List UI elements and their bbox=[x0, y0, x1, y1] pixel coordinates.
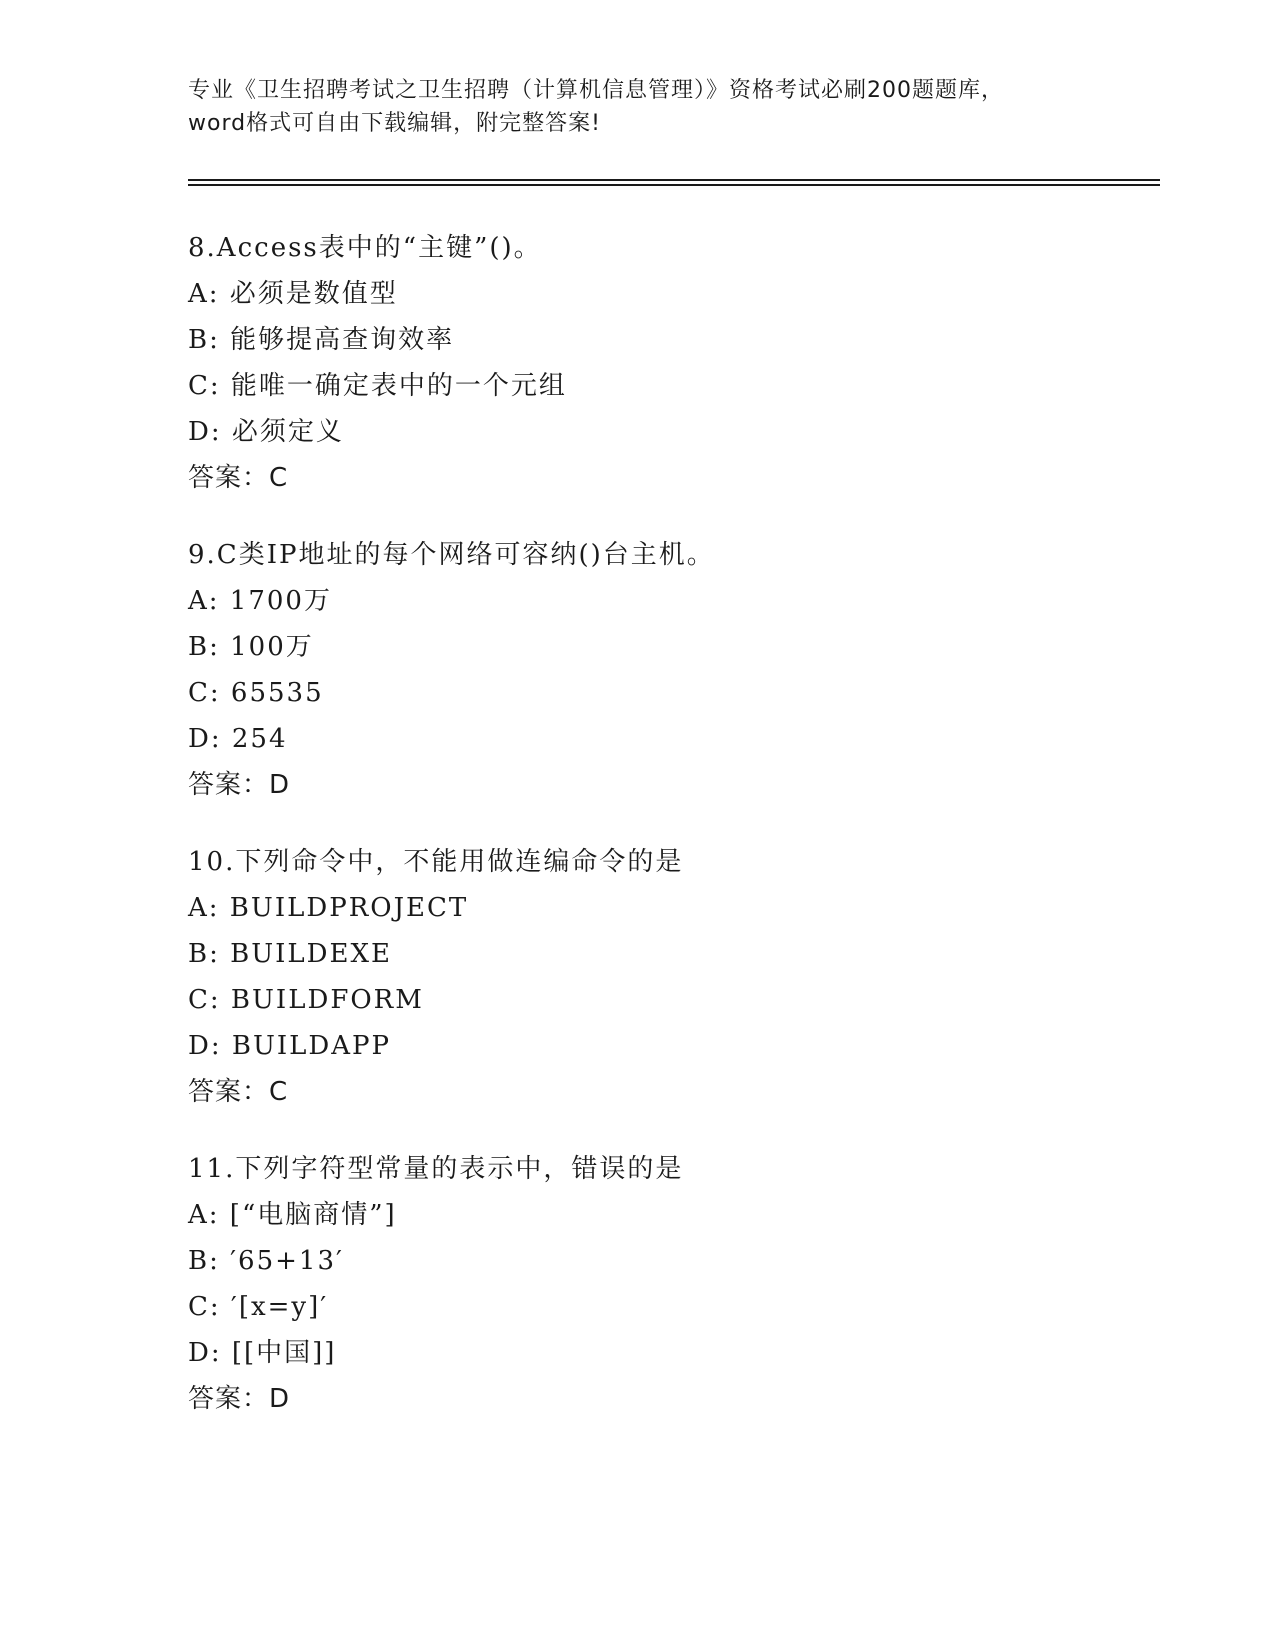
header-line-1: 专业《卫生招聘考试之卫生招聘（计算机信息管理）》资格考试必刷200题题库， bbox=[188, 78, 1004, 103]
option-b: B: 100万 bbox=[188, 632, 314, 662]
option-b: B: ′65+13′ bbox=[188, 1246, 344, 1276]
question-stem: 11.下列字符型常量的表示中，错误的是 bbox=[188, 1154, 684, 1184]
option-a: A: BUILDPROJECT bbox=[188, 893, 469, 923]
option-d: D: [[中国]] bbox=[188, 1338, 337, 1368]
answer-line: 答案：C bbox=[188, 1077, 289, 1107]
option-a: A: [“电脑商情”] bbox=[188, 1200, 397, 1230]
question-stem: 8.Access表中的“主键”()。 bbox=[188, 233, 542, 263]
option-c: C: ′[x=y]′ bbox=[188, 1292, 329, 1322]
option-d: D: 254 bbox=[188, 724, 288, 754]
question-stem: 10.下列命令中，不能用做连编命令的是 bbox=[188, 847, 684, 877]
option-d: D: BUILDAPP bbox=[188, 1031, 392, 1061]
question-11 bbox=[188, 1154, 1168, 1414]
option-d: D: 必须定义 bbox=[188, 417, 344, 447]
question-10 bbox=[188, 847, 1168, 1107]
option-c: C: 能唯一确定表中的一个元组 bbox=[188, 371, 567, 401]
document-header bbox=[188, 74, 1088, 140]
question-stem: 9.C类IP地址的每个网络可容纳()台主机。 bbox=[188, 540, 715, 570]
header-divider-top bbox=[188, 179, 1160, 181]
header-divider-bottom bbox=[188, 184, 1160, 186]
answer-line: 答案：C bbox=[188, 463, 289, 493]
option-c: C: BUILDFORM bbox=[188, 985, 424, 1015]
option-c: C: 65535 bbox=[188, 678, 324, 708]
option-b: B: BUILDEXE bbox=[188, 939, 392, 969]
option-a: A: 必须是数值型 bbox=[188, 279, 398, 309]
option-b: B: 能够提高查询效率 bbox=[188, 325, 455, 355]
question-8 bbox=[188, 233, 1168, 493]
question-list bbox=[188, 233, 1168, 1461]
option-a: A: 1700万 bbox=[188, 586, 332, 616]
answer-line: 答案：D bbox=[188, 1384, 291, 1414]
header-line-2: word格式可自由下载编辑，附完整答案! bbox=[188, 111, 601, 136]
question-9 bbox=[188, 540, 1168, 800]
answer-line: 答案：D bbox=[188, 770, 291, 800]
